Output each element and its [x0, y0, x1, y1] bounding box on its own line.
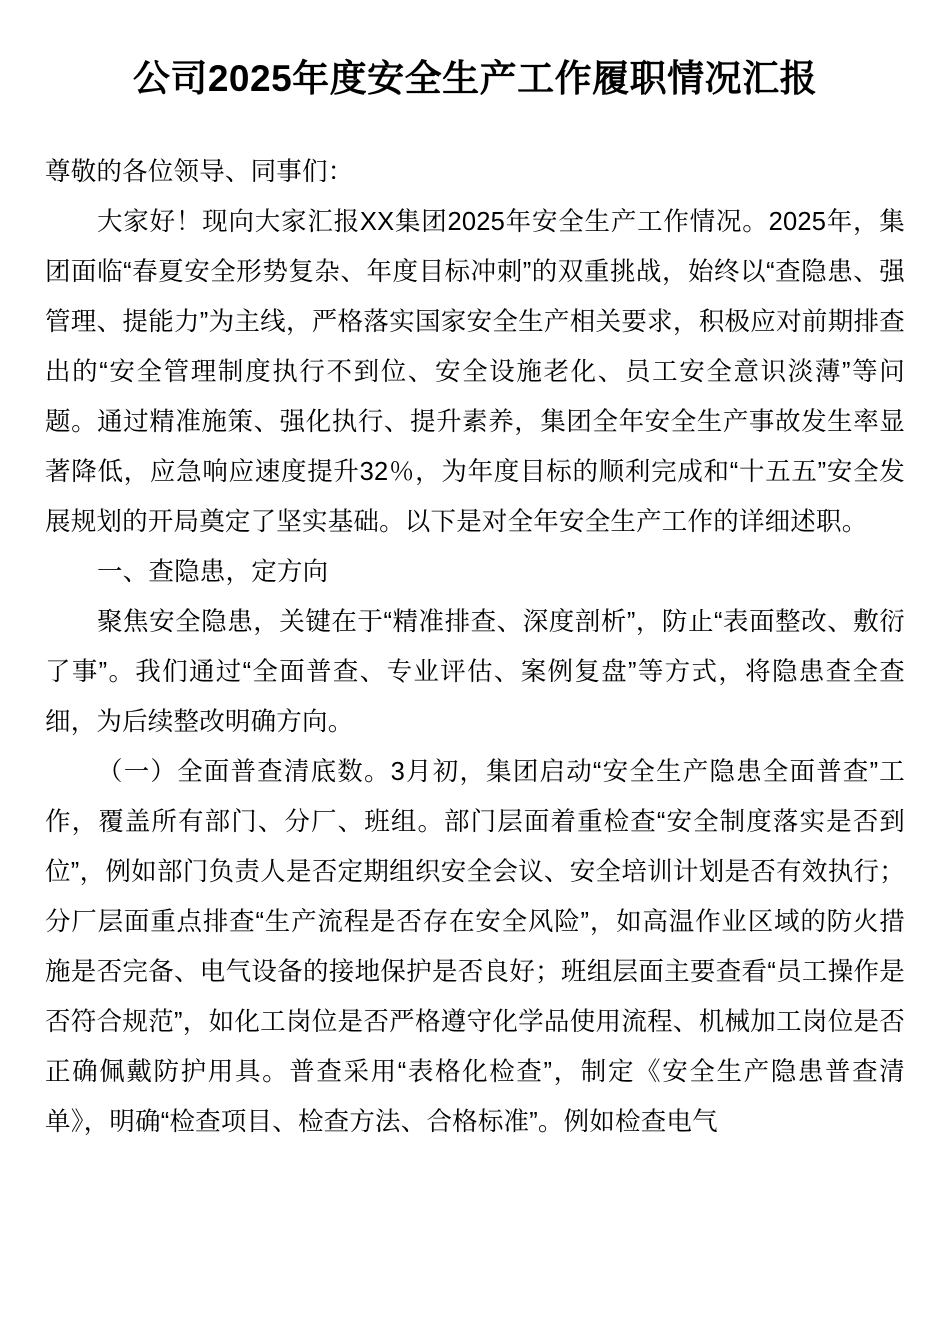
- section-one-heading: 一、查隐患，定方向: [97, 558, 329, 587]
- page-title: 公司2025年度安全生产工作履职情况汇报: [132, 58, 818, 99]
- paragraph-opening: 大家好！现向大家汇报XX集团2025年安全生产工作情况。2025年，集团面临“春夏安全形势复杂、年度目标冲刺”的双重挑战，始终以“查隐患、强管理、提能力”为主线，严格落实国家安全生产相关要求，积极应对前期排查出的“安全管理制度执行不到位、安全设施老化、员工安全意识淡薄”等问题。通过精准施策、强化执行、提升素养，集团全年安全生产事故发生率显著降低，应急响应速度提升32％，为年度目标的顺利完成和“十五五”安全发展规划的开局奠定了坚实基础。以下是对全年安全生产工作的详细述职。: [45, 208, 905, 537]
- paragraph-salutation: 尊敬的各位领导、同事们：: [45, 158, 354, 187]
- subsection-one-one: （一）全面普查清底数。3月初，集团启动“安全生产隐患全面普查”工作，覆盖所有部门、分厂、班组。部门层面着重检查“安全制度落实是否到位”，例如部门负责人是否定期组织安全会议、安全培训计划是否有效执行；分厂层面重点排查“生产流程是否存在安全风险”，如高温作业区域的防火措施是否完备、电气设备的接地保护是否良好；班组层面主要查看“员工操作是否符合规范”，如化工岗位是否严格遵守化学品使用流程、机械加工岗位是否正确佩戴防护用具。普查采用“表格化检查”，制定《安全生产隐患普查清单》，明确“检查项目、检查方法、合格标准”。例如检查电气: [45, 758, 905, 1137]
- section-one-intro: 聚焦安全隐患，关键在于“精准排查、深度剖析”，防止“表面整改、敷衍了事”。我们通过“全面普查、专业评估、案例复盘”等方式，将隐患查全查细，为后续整改明确方向。: [45, 608, 905, 737]
- document-body: [45, 147, 905, 1147]
